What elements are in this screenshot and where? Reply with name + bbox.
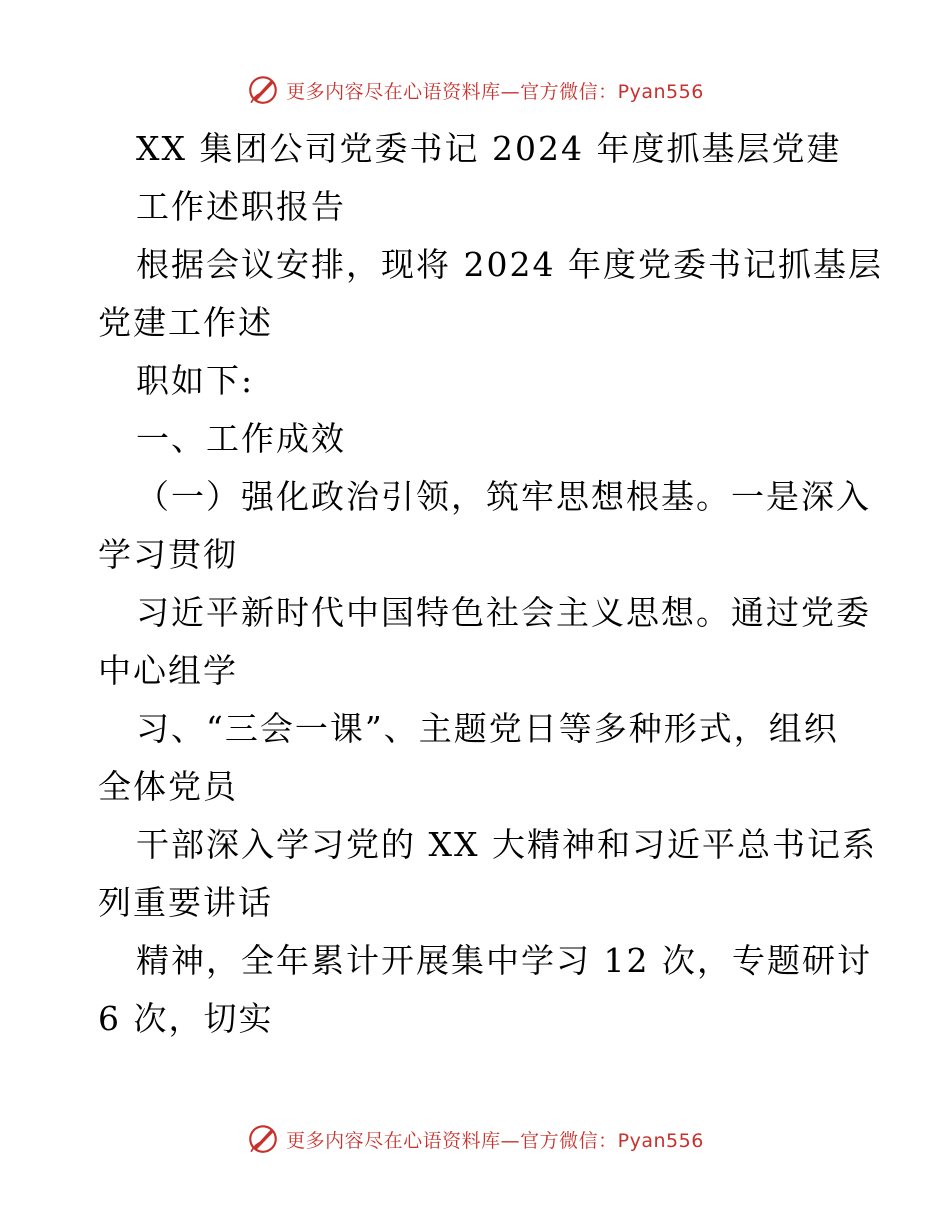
paragraph-line: 干部深入学习党的 XX 大精神和习近平总书记系	[136, 825, 877, 864]
paragraph-line: 6 次，切实	[98, 999, 274, 1038]
paragraph-line: 习、“三会一课”、主题党日等多种形式，组织	[136, 709, 839, 748]
subsection-heading: （一）强化政治引领，筑牢思想根基。一是深入	[136, 477, 871, 516]
paragraph-line: 习近平新时代中国特色社会主义思想。通过党委	[136, 593, 871, 632]
watermark-text: 更多内容尽在心语资料库—官方微信：Pyan556	[286, 1129, 704, 1152]
quill-logo-icon	[246, 73, 280, 107]
title-line-1: XX 集团公司党委书记 2024 年度抓基层党建	[136, 129, 842, 168]
title-line-2: 工作述职报告	[136, 187, 346, 226]
watermark-text: 更多内容尽在心语资料库—官方微信：Pyan556	[286, 80, 704, 103]
paragraph-line: 精神，全年累计开展集中学习 12 次，专题研讨	[136, 941, 872, 980]
paragraph-line: 中心组学	[98, 651, 238, 690]
document-body	[98, 120, 883, 1048]
quill-logo-icon	[246, 1122, 280, 1156]
paragraph-line: 列重要讲话	[98, 883, 273, 922]
paragraph-line: 根据会议安排，现将 2024 年度党委书记抓基层	[136, 245, 883, 284]
paragraph-line: 职如下:	[136, 361, 255, 400]
paragraph-line: 党建工作述	[98, 303, 273, 342]
header-watermark	[0, 70, 950, 110]
paragraph-line: 全体党员	[98, 767, 238, 806]
section-heading: 一、工作成效	[136, 419, 346, 458]
paragraph-line: 学习贯彻	[98, 535, 238, 574]
footer-watermark	[0, 1119, 950, 1159]
